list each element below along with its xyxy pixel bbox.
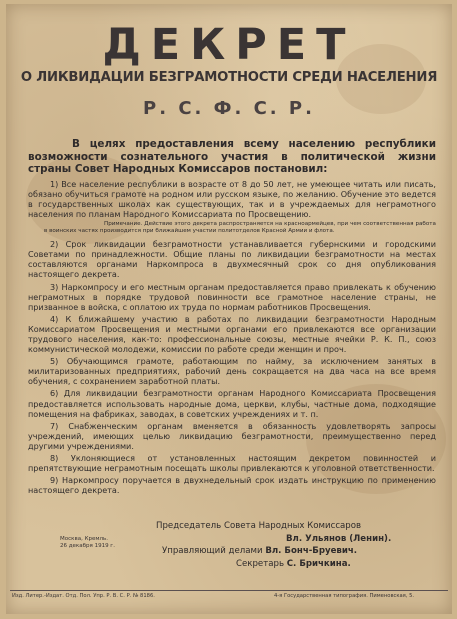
footer-rule: [10, 590, 448, 591]
decree-article-8: 8) Уклоняющиеся от установленных настоящим декретом повинностей и препятствующие неграмотным посещать школы привлекаются к уголовной ответственности.: [28, 453, 436, 474]
imprint-right: 4-я Государственная типография. Пименовская, 5.: [274, 593, 415, 599]
secretary-name: С. Бричкина.: [286, 558, 351, 569]
manager-title: Управляющий делами: [162, 546, 263, 557]
chairman-name: Вл. Ульянов (Ленин).: [286, 533, 392, 544]
place: Москва, Кремль.: [60, 536, 108, 542]
decree-sheet: [6, 4, 452, 614]
republic-name: Р. С. Ф. С. Р.: [143, 98, 315, 119]
decree-article-9: 9) Наркомпросу поручается в двухнедельный срок издать инструкцию по применению настоящего декрета.: [28, 475, 436, 496]
decree-intro: В целях предоставления всему населению республики возможности сознательного участия в политической жизни страны Совет Народных Комиссаров постановил:: [28, 138, 436, 176]
decree-article-3: 3) Наркомпросу и его местным органам предоставляется право привлекать к обучению неграмотных в порядке трудовой повинности все грамотное население страны, не призванное в войска, с оплатою их труда по нормам работников Просвещения.: [28, 281, 436, 312]
decree-article-4: 4) К ближайшему участию в работах по ликвидации безграмотности Народным Комиссариатом Просвещения и местными органами его привлекаются все организации трудового населения, как-то: профессиональные союзы, местные ячейки Р. К. П., союз коммунистической молодежи, комиссии по работе среди женщин и проч.: [28, 313, 436, 355]
decree-article-5: 5) Обучающимся грамоте, работающим по найму, за исключением занятых в милитаризованных предприятиях, рабочий день сокращается на два часа на все время обучения, с сохранением заработной платы.: [28, 356, 436, 387]
secretary-title: Секретарь: [236, 558, 285, 569]
decree-note: Примечание. Действие этого декрета распространяется на красноармейцев, при чем соответственная работа в воинских частях производится при ближайшем участии политотделов Красной Армии и флота.: [44, 221, 436, 235]
decree-article-7: 7) Снабженческим органам вменяется в обязанность удовлетворять запросы учреждений, имеющих целью ликвидацию безграмотности, преимущественно перед другими учреждениями.: [28, 420, 436, 451]
imprint-left: Изд. Литер.-Издат. Отд. Пол. Упр. Р. В. С. Р. № 8186.: [12, 593, 155, 599]
decree-subtitle: О ЛИКВИДАЦИИ БЕЗГРАМОТНОСТИ СРЕДИ НАСЕЛЕНИЯ: [20, 70, 438, 85]
decree-body: [28, 138, 436, 497]
decree-article-2: 2) Срок ликвидации безграмотности устанавливается губернскими и городскими Советами по принадлежности. Общие планы по ликвидации безграмотности на местах составляются органами Наркомпроса в двухмесячный срок со дня опубликования настоящего декрета.: [28, 239, 436, 280]
date: 26 декабря 1919 г.: [60, 543, 115, 549]
manager-line: [156, 545, 436, 558]
chairman-title: Председатель Совета Народных Комиссаров: [156, 521, 362, 531]
secretary-line: [156, 558, 436, 571]
decree-title: ДЕКРЕТ: [102, 20, 356, 70]
place-date: [60, 536, 140, 550]
manager-name: Вл. Бонч-Бруевич.: [265, 546, 358, 557]
decree-article-6: 6) Для ликвидации безграмотности органам Народного Комиссариата Просвещения предоставляется использовать народные дома, церкви, клубы, частные дома, подходящие помещения на фабриках, заводах, в советских учреждениях и т. п.: [28, 388, 436, 419]
signature-block: [156, 520, 436, 570]
decree-article-1: 1) Все население республики в возрасте от 8 до 50 лет, не умеющее читать или писать, обязано обучиться грамоте на родном или русском языке, по желанию. Обучение это ведется в государственных школах как существующих, так и в учреждаемых для неграмотного населения по планам Народного Комиссариата по Просвещению.: [28, 178, 436, 220]
